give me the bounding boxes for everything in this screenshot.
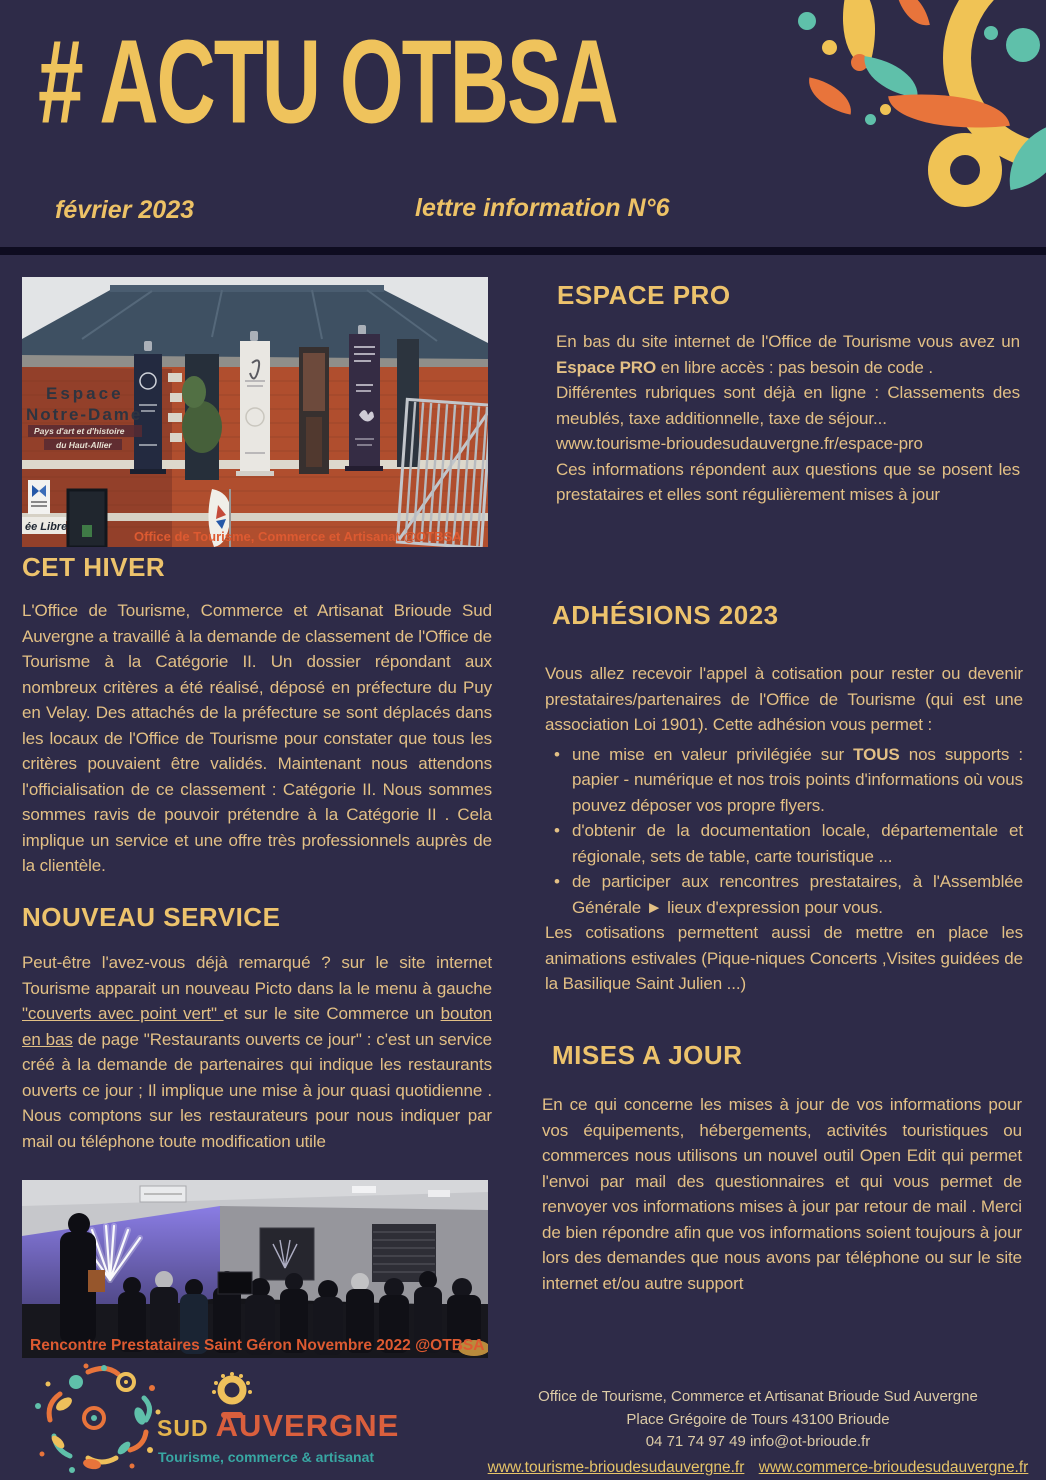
building-door-sign: ée Libre <box>25 521 68 533</box>
deco-gold-donut-icon <box>928 133 1002 207</box>
section-title-espace-pro: ESPACE PRO <box>557 280 731 310</box>
logo-tagline: Tourisme, commerce & artisanat <box>158 1449 375 1465</box>
deco-teal-circle-small-icon <box>798 12 816 30</box>
building-sign-line2: Notre-Dame <box>26 405 143 424</box>
logo-sud-text: SUD <box>157 1415 209 1441</box>
section-title-mises-a-jour: MISES A JOUR <box>552 1040 743 1070</box>
adhesions-intro: Vous allez recevoir l'appel à cotisation pour rester ou devenir prestataires/partenaires de l'Office de Tourisme (qui est une association Loi 1901). Cette adhésion vous permet : <box>545 664 1023 734</box>
footer-contact-block <box>470 1386 1046 1479</box>
meeting-photo-caption: Rencontre Prestataires Saint Géron Novembre 2022 @OTBSA <box>30 1337 485 1354</box>
building-sign-sub2: du Haut-Allier <box>56 440 112 450</box>
list-item: • d'obtenir de la documentation locale, départementale et régionale, sets de table, carte touristique ... <box>545 818 1023 869</box>
deco-teal-tiny-dot-icon <box>865 114 876 125</box>
logo-wordmark <box>157 1408 399 1444</box>
footer-links <box>470 1456 1046 1479</box>
espace-pro-body <box>556 329 1020 508</box>
footer-contact: 04 71 74 97 49 info@ot-brioude.fr <box>645 1433 871 1450</box>
list-item: • une mise en valeur privilégiée sur TOUS nos supports : papier - numérique et nos trois points d'informations où vous pouvez déposer vos propre flyers. <box>545 742 1023 819</box>
page-title: # ACTU OTBSA <box>38 16 617 149</box>
list-item: • de participer aux rencontres prestataires, à l'Assemblée Générale ► lieux d'expression pour vous. <box>545 869 1023 920</box>
building-sign-sub1: Pays d'art et d'histoire <box>34 426 125 436</box>
link-tourisme-website[interactable]: www.tourisme-brioudesudauvergne.fr <box>487 1458 745 1476</box>
deco-teal-circle-icon <box>1006 28 1040 62</box>
espace-pro-paragraph: Différentes rubriques sont déjà en ligne : Classements des meublés, taxe additionnelle, taxe de séjour... <box>556 383 1020 428</box>
underlined-link[interactable]: "couverts avec point vert" <box>22 1004 224 1023</box>
building-photo-caption: Office de Tourisme, Commerce et Artisanat @OTBSA <box>134 529 462 544</box>
building-sign-line1: Espace <box>46 384 124 403</box>
issue-date: février 2023 <box>55 196 195 224</box>
deco-gold-tiny-dot-icon <box>880 104 891 115</box>
deco-orange-leaf-icon <box>804 77 857 114</box>
underlined-link[interactable]: bouton en bas <box>22 1004 493 1049</box>
logo-swirl-icon <box>28 1360 178 1478</box>
adhesions-body <box>545 661 1023 997</box>
footer-address: Place Grégoire de Tours 43100 Brioude <box>626 1410 890 1428</box>
adhesions-bullet-list <box>545 742 1023 921</box>
espace-pro-paragraph: Ces informations répondent aux questions que se posent les prestataires et elles sont régulièrement mises à jour <box>556 459 1020 504</box>
building-photo <box>22 277 488 547</box>
deco-teal-dot-icon <box>984 26 998 40</box>
logo-auvergne-text: AUVERGNE <box>215 1408 400 1443</box>
meeting-photo <box>22 1180 488 1358</box>
deco-teal-leaf-icon <box>860 56 922 98</box>
building-photo-graphic <box>22 277 488 547</box>
link-commerce-website[interactable]: www.commerce-brioudesudauvergne.fr <box>758 1458 1029 1476</box>
section-title-cet-hiver: CET HIVER <box>22 552 166 582</box>
section-title-nouveau-service: NOUVEAU SERVICE <box>22 902 281 932</box>
adhesions-outro: Les cotisations permettent aussi de mettre en place les animations estivales (Pique-niques Concerts ,Visites guidées de la Basilique Saint Julien ...) <box>545 923 1023 993</box>
header-divider <box>0 247 1046 255</box>
section-title-adhesions: ADHÉSIONS 2023 <box>552 600 779 630</box>
mises-a-jour-paragraph: En ce qui concerne les mises à jour de vos informations pour vos équipements, hébergements, activités touristiques ou commerces nous utilisons un nouvel outil Open Edit qui permet l'envoi par mail des questionnaires et qui vous permet de renvoyer vos informations mises à jour par retour de mail . Merci de bien répondre afin que vos informations soient toujours à jour lors des demandes que nous avons par téléphone ou sur le site internet et/ou autre support <box>542 1095 1022 1293</box>
espace-pro-url[interactable]: www.tourisme-brioudesudauvergne.fr/espace-pro <box>556 434 923 453</box>
deco-gold-dot-icon <box>822 40 837 55</box>
footer-org-name: Office de Tourisme, Commerce et Artisanat Brioude Sud Auvergne <box>538 1388 978 1405</box>
nouveau-service-paragraph: Peut-être l'avez-vous déjà remarqué ? sur le site internet Tourisme apparait un nouveau Picto dans la le menu à gauche "couverts avec point vert" et sur le site Commerce un bouton en bas de page "Restaurants ouverts ce jour" : c'est un service créé à la demande de partenaires qui indique les restaurants ouverts ce jour ; Il implique une mise à jour quasi quotidienne . Nous comptons sur les restaurateurs pour nous indiquer par mail ou téléphone toute modification utile <box>22 953 493 1151</box>
meeting-photo-graphic <box>22 1180 488 1358</box>
cet-hiver-paragraph: L'Office de Tourisme, Commerce et Artisanat Brioude Sud Auvergne a travaillé à la demande de classement de l'Office de Tourisme à la Catégorie II. Un dossier répondant aux nombreux critères a été réalisé, déposé en préfecture du Puy en Velay. Des attachés de la préfecture se sont déplacés dans les locaux de l'Office de Tourisme pour constater que tous les critères pouvaient être validés. Maintenant nous attendons l'officialisation de ce classement : Catégorie II. Nous sommes sommes ravis de pouvoir prétendre à la Catégorie II . Cela implique un service et une offre très professionnels auprès de la clientèle. <box>22 601 492 875</box>
deco-orange-petal-icon <box>896 0 930 30</box>
issue-number: lettre information N°6 <box>415 194 670 222</box>
espace-pro-paragraph: En bas du site internet de l'Office de Tourisme vous avez un Espace PRO en libre accès : pas besoin de code . <box>556 332 1020 377</box>
